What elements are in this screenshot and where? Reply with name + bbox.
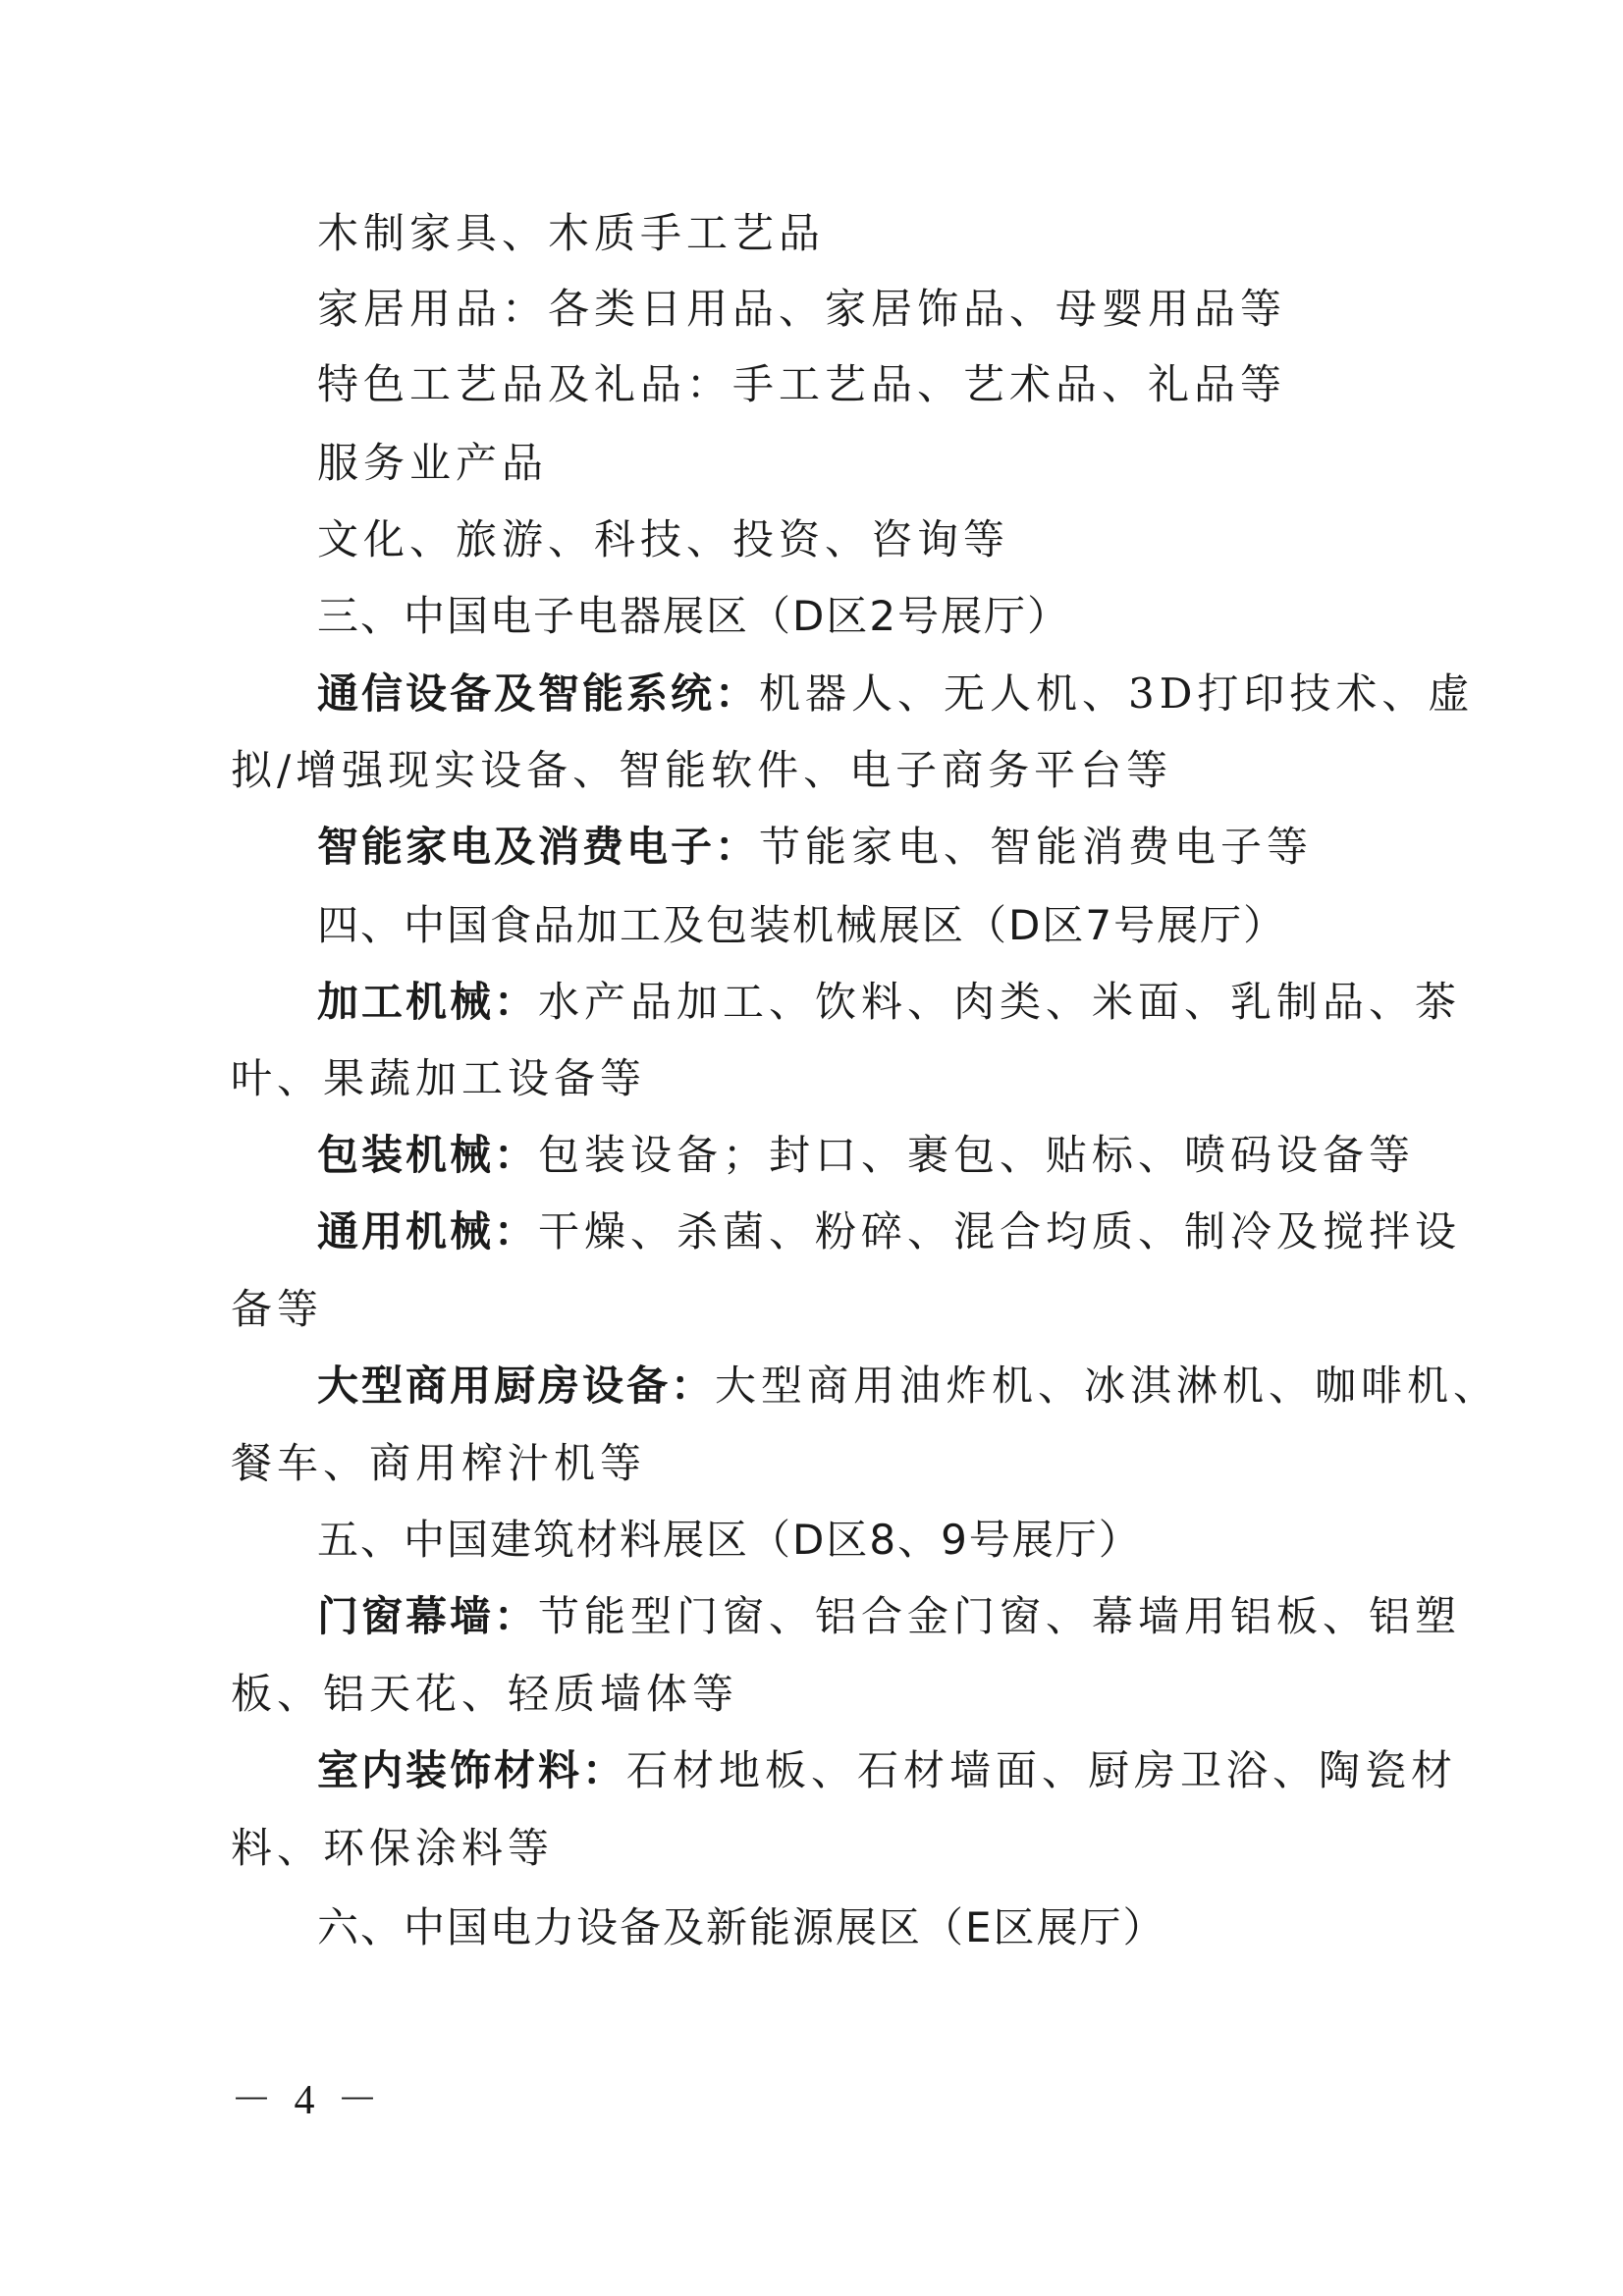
line-text: 特色工艺品及礼品：手工艺品、艺术品、礼品等 — [317, 360, 1287, 408]
section-heading-building-materials — [317, 1511, 1495, 1570]
item-interior-materials — [317, 1741, 1495, 1800]
item-processing-machinery-continued — [231, 1049, 1409, 1108]
line-text: 叶、果蔬加工设备等 — [231, 1054, 647, 1102]
category-services — [317, 434, 1495, 493]
item-label: 智能家电及消费电子： — [317, 823, 760, 871]
line-text: 节能型门窗、铝合金门窗、幕墙用铝板、铝塑 — [538, 1592, 1462, 1640]
item-general-machinery-continued — [231, 1280, 1409, 1339]
line-text: 节能家电、智能消费电子等 — [759, 823, 1314, 871]
item-home-goods — [317, 280, 1495, 339]
line-text: 服务业产品 — [317, 439, 549, 487]
section-heading-electronics — [317, 587, 1495, 646]
heading-text: 三、中国电子电器展区（D区2号展厅） — [317, 592, 1071, 640]
line-text: 包装设备；封口、裹包、贴标、喷码设备等 — [538, 1131, 1416, 1179]
line-text: 餐车、商用榨汁机等 — [231, 1439, 647, 1487]
item-wood-furniture — [317, 204, 1495, 263]
line-text: 木制家具、木质手工艺品 — [317, 209, 826, 257]
line-text: 家居用品：各类日用品、家居饰品、母婴用品等 — [317, 285, 1287, 333]
line-text: 石材地板、石材墙面、厨房卫浴、陶瓷材 — [626, 1746, 1458, 1794]
item-label: 通信设备及智能系统： — [317, 669, 760, 718]
item-doors-windows-continued — [231, 1665, 1409, 1724]
item-packaging-machinery — [317, 1126, 1495, 1185]
heading-text: 五、中国建筑材料展区（D区8、9号展厅） — [317, 1516, 1142, 1564]
item-communication-devices-continued — [231, 741, 1409, 800]
item-label: 大型商用厨房设备： — [317, 1362, 716, 1410]
item-interior-materials-continued — [231, 1819, 1409, 1878]
item-services-list — [317, 510, 1495, 569]
item-label: 加工机械： — [317, 978, 539, 1026]
line-text: 文化、旅游、科技、投资、咨询等 — [317, 515, 1010, 563]
line-text: 大型商用油炸机、冰淇淋机、咖啡机、 — [715, 1362, 1500, 1410]
item-communication-devices — [317, 665, 1495, 723]
line-text: 板、铝天花、轻质墙体等 — [231, 1670, 739, 1718]
line-text: 水产品加工、饮料、肉类、米面、乳制品、茶 — [538, 978, 1462, 1026]
item-processing-machinery — [317, 973, 1495, 1032]
item-smart-appliances — [317, 818, 1495, 877]
item-label: 门窗幕墙： — [317, 1592, 539, 1640]
page-number: － 4 － — [231, 2078, 385, 2123]
line-text: 料、环保涂料等 — [231, 1824, 555, 1872]
heading-text: 六、中国电力设备及新能源展区（E区展厅） — [317, 1903, 1166, 1951]
line-text: 机器人、无人机、3D打印技术、虚 — [759, 669, 1475, 718]
heading-text: 四、中国食品加工及包装机械展区（D区7号展厅） — [317, 901, 1287, 949]
item-commercial-kitchen — [317, 1357, 1500, 1415]
line-text: 拟/增强现实设备、智能软件、电子商务平台等 — [231, 746, 1173, 794]
item-doors-windows — [317, 1587, 1495, 1646]
line-text: 备等 — [231, 1285, 324, 1333]
item-label: 通用机械： — [317, 1207, 539, 1255]
item-general-machinery — [317, 1202, 1495, 1261]
item-label: 包装机械： — [317, 1131, 539, 1179]
item-label: 室内装饰材料： — [317, 1746, 627, 1794]
section-heading-power-equipment — [317, 1898, 1495, 1957]
item-crafts-gifts — [317, 355, 1495, 414]
item-commercial-kitchen-continued — [231, 1434, 1409, 1493]
line-text: 干燥、杀菌、粉碎、混合均质、制冷及搅拌设 — [538, 1207, 1462, 1255]
section-heading-food-machinery — [317, 896, 1495, 955]
